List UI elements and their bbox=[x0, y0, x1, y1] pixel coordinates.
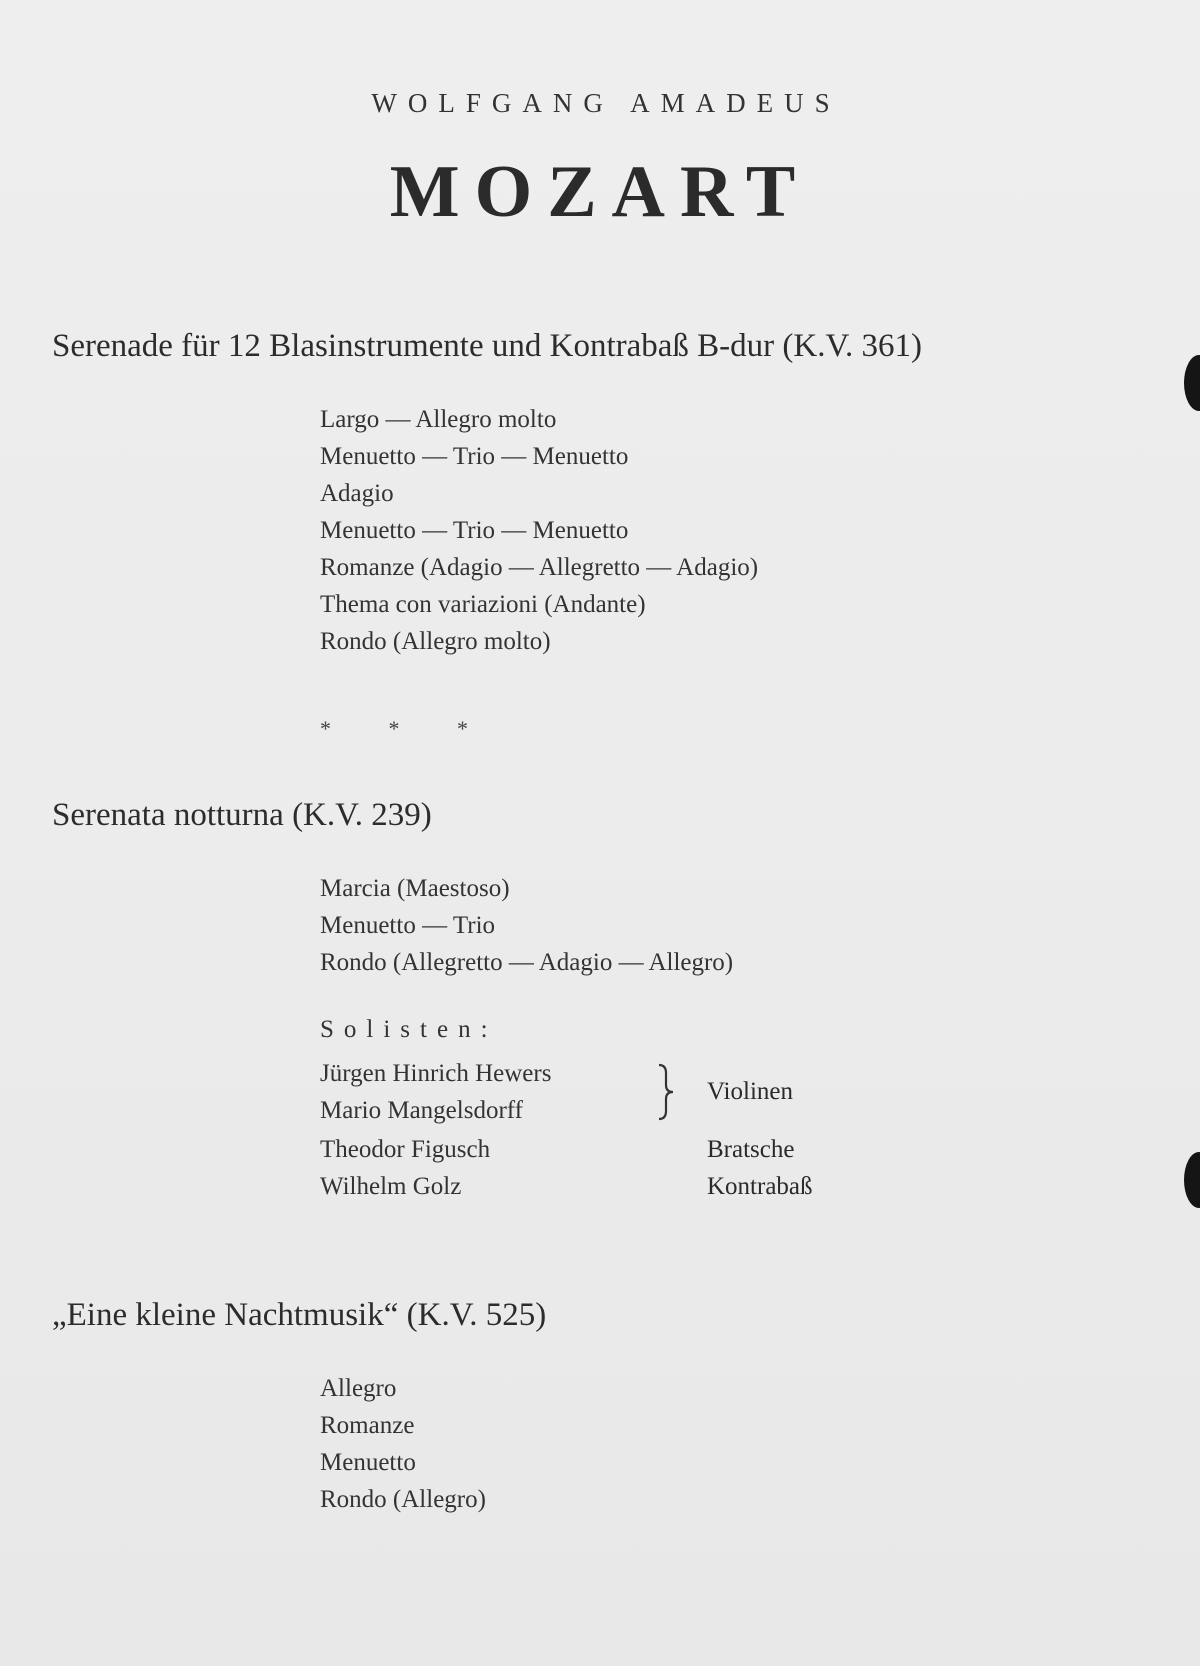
movement-item: Menuetto — Trio — Menuetto bbox=[320, 517, 629, 544]
work-title-eine-kleine-nachtmusik: „Eine kleine Nachtmusik“ (K.V. 525) bbox=[52, 1297, 547, 1333]
soloist-name: Jürgen Hinrich Hewers bbox=[320, 1060, 552, 1087]
movement-list-kv239 bbox=[320, 870, 733, 981]
asterism-separator: * * * bbox=[320, 716, 494, 741]
instrument-bass: Kontrabaß bbox=[707, 1173, 813, 1200]
movement-item: Romanze bbox=[320, 1412, 415, 1439]
composer-first-names: WOLFGANG AMADEUS bbox=[371, 88, 841, 118]
movement-item: Allegro bbox=[320, 1375, 397, 1402]
movement-item: Menuetto — Trio — Menuetto bbox=[320, 443, 629, 470]
soloist-name: Theodor Figusch bbox=[320, 1136, 491, 1163]
punch-hole bbox=[1184, 355, 1200, 411]
soloist-name: Wilhelm Golz bbox=[320, 1173, 462, 1200]
instrument-violins: Violinen bbox=[707, 1078, 793, 1105]
movement-item: Menuetto bbox=[320, 1449, 416, 1476]
movement-item: Largo — Allegro molto bbox=[320, 406, 557, 433]
movement-item: Rondo (Allegro molto) bbox=[320, 628, 551, 655]
composer-last-name: MOZART bbox=[389, 151, 811, 233]
movement-list-kv361 bbox=[320, 401, 758, 660]
curly-brace-icon bbox=[655, 1063, 681, 1121]
punch-hole bbox=[1184, 1152, 1200, 1208]
instrument-viola: Bratsche bbox=[707, 1136, 795, 1163]
movement-list-kv525 bbox=[320, 1370, 486, 1518]
movement-item: Marcia (Maestoso) bbox=[320, 875, 510, 902]
movement-item: Rondo (Allegro) bbox=[320, 1486, 486, 1513]
soloists-heading: Solisten: bbox=[320, 1016, 498, 1043]
movement-item: Menuetto — Trio bbox=[320, 912, 496, 939]
movement-item: Adagio bbox=[320, 480, 394, 507]
work-title-serenata-notturna: Serenata notturna (K.V. 239) bbox=[52, 797, 432, 833]
work-title-serenade-kv361: Serenade für 12 Blasinstrumente und Kontrabaß B-dur (K.V. 361) bbox=[52, 328, 923, 364]
movement-item: Thema con variazioni (Andante) bbox=[320, 591, 646, 618]
movement-item: Rondo (Allegretto — Adagio — Allegro) bbox=[320, 949, 734, 976]
movement-item: Romanze (Adagio — Allegretto — Adagio) bbox=[320, 554, 759, 581]
soloist-name: Mario Mangelsdorff bbox=[320, 1097, 523, 1124]
